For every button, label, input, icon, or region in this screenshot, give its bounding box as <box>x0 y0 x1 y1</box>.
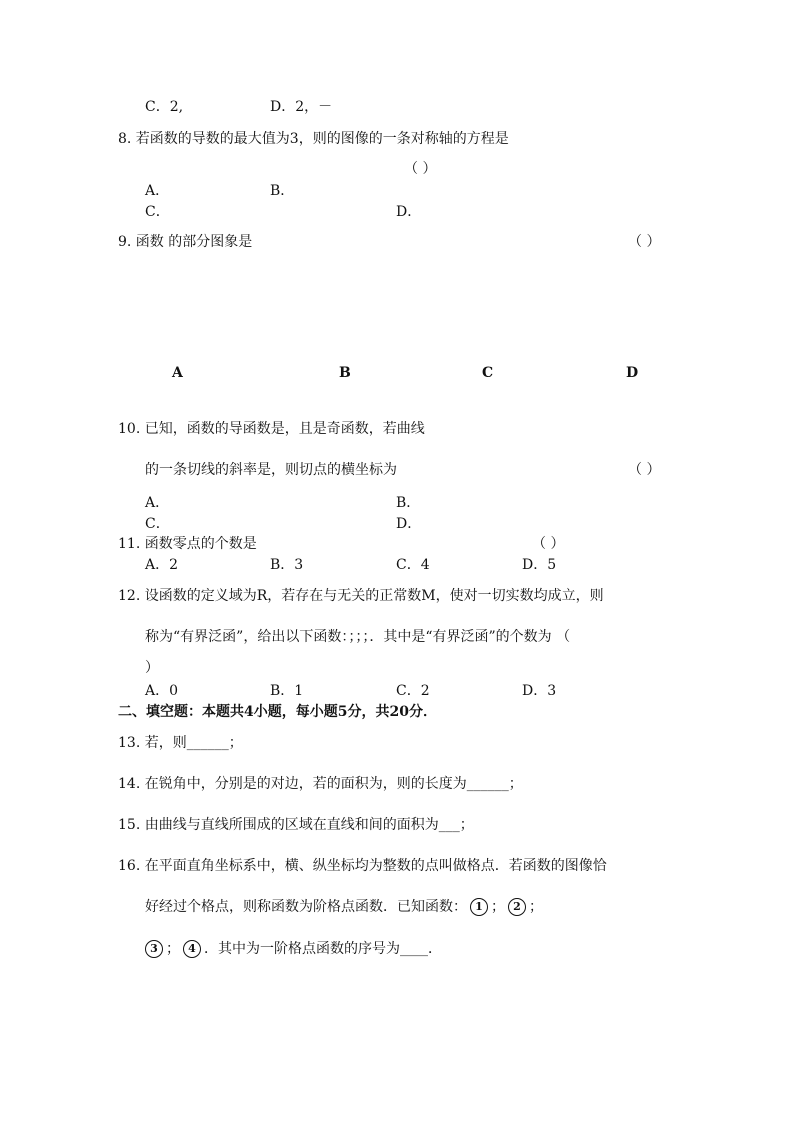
q10-answer-paren: （ ） <box>628 462 661 478</box>
q16-sep-1: ； <box>491 899 505 915</box>
q7-option-d: D．2，－ <box>270 99 333 115</box>
q8-stem: 8. 若函数的导数的最大值为3，则的图像的一条对称轴的方程是 <box>118 131 509 147</box>
q16-stem-line3 <box>145 940 442 958</box>
q12-option-c: C．2 <box>396 683 430 699</box>
q11-option-a: A．2 <box>145 557 179 573</box>
q9-graph-label-d: D <box>626 365 639 381</box>
q11-option-d: D．5 <box>522 557 557 573</box>
q15-stem: 15. 由曲线与直线所围成的区域在直线和间的面积为___； <box>118 817 474 833</box>
q12-stem-line1: 12. 设函数的定义域为R，若存在与无关的正常数M，使对一切实数均成立，则 <box>118 588 604 604</box>
q11-option-c: C．4 <box>396 557 430 573</box>
q10-stem-line1: 10. 已知，函数的导函数是，且是奇函数，若曲线 <box>118 421 425 437</box>
q16-circle-4: 4 <box>183 940 201 958</box>
q8-answer-paren: （ ） <box>404 161 437 177</box>
q16-stem-line1: 16. 在平面直角坐标系中，横、纵坐标均为整数的点叫做格点．若函数的图像恰 <box>118 858 607 874</box>
q16-circle-2: 2 <box>508 898 526 916</box>
q12-option-b: B．1 <box>270 683 304 699</box>
q16-circle-1: 1 <box>470 898 488 916</box>
q8-option-c: C． <box>145 204 170 220</box>
q14-stem: 14. 在锐角中，分别是的对边，若的面积为，则的长度为______； <box>118 776 523 792</box>
q11-option-b: B．3 <box>270 557 304 573</box>
q12-stem-line3: ） <box>145 660 159 676</box>
section2-heading: 二、填空题：本题共4小题，每小题5分，共20分． <box>118 704 437 720</box>
q9-graph-label-b: B <box>339 365 351 381</box>
q11-stem: 11. 函数零点的个数是 <box>118 536 257 552</box>
q12-option-a: A．0 <box>145 683 179 699</box>
q10-option-b: B． <box>396 495 421 511</box>
q16-line2-text: 好经过个格点，则称函数为阶格点函数．已知函数： <box>145 899 467 915</box>
q10-option-c: C． <box>145 516 170 532</box>
q16-sep-3: ； <box>166 941 180 957</box>
q8-option-a: A． <box>145 183 170 199</box>
q9-graph-label-c: C <box>482 365 494 381</box>
q7-option-c: C．2, <box>145 99 184 115</box>
q13-stem: 13. 若，则______； <box>118 735 243 751</box>
q9-graph-label-a: A <box>172 365 183 381</box>
q16-stem-line2 <box>145 898 543 916</box>
q10-option-a: A． <box>145 495 170 511</box>
q16-sep-2: ； <box>529 899 543 915</box>
q16-line3-tail: ．其中为一阶格点函数的序号为____． <box>204 941 442 957</box>
q9-answer-paren: （ ） <box>628 234 661 250</box>
q16-circle-3: 3 <box>145 940 163 958</box>
q9-stem: 9. 函数 的部分图象是 <box>118 234 253 250</box>
q12-stem-line2: 称为“有界泛函”，给出以下函数：；；；．其中是“有界泛函”的个数为 （ <box>145 629 571 645</box>
q12-option-d: D．3 <box>522 683 557 699</box>
q8-option-d: D． <box>396 204 422 220</box>
q10-stem-line2: 的一条切线的斜率是，则切点的横坐标为 <box>145 462 397 478</box>
q11-answer-paren: （ ） <box>532 536 565 552</box>
q8-option-b: B． <box>270 183 295 199</box>
q10-option-d: D． <box>396 516 422 532</box>
